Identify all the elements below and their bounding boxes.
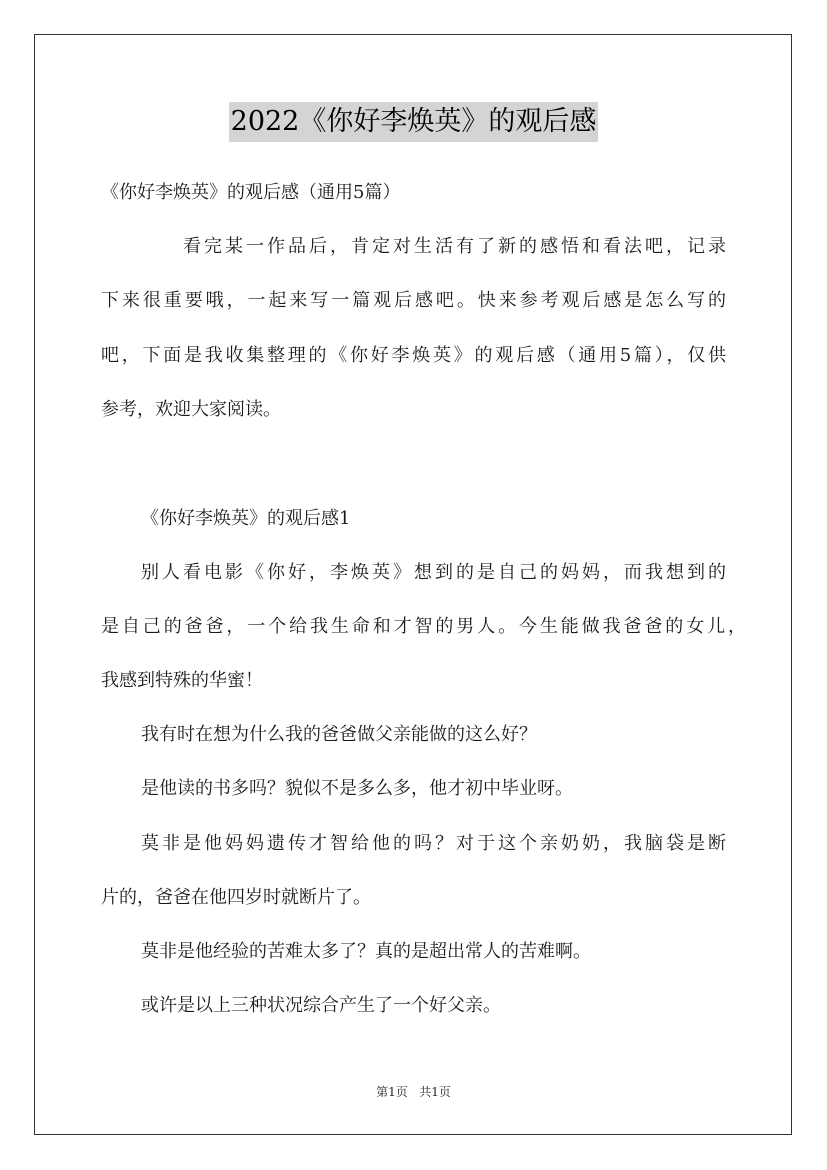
page-number: 第1页 bbox=[376, 1085, 408, 1099]
intro-line-3: 吧，下面是我收集整理的《你好李焕英》的观后感（通用5篇），仅供 bbox=[101, 345, 726, 366]
body-line-1: 别人看电影《你好，李焕英》想到的是自己的妈妈，而我想到的 bbox=[141, 562, 726, 583]
body-line-6: 莫非是他妈妈遗传才智给他的吗？对于这个亲奶奶，我脑袋是断 bbox=[141, 833, 726, 854]
document-subtitle: 《你好李焕英》的观后感（通用5篇） bbox=[101, 182, 401, 203]
body-line-4: 我有时在想为什么我的爸爸做父亲能做的这么好？ bbox=[141, 724, 537, 745]
title-container bbox=[0, 102, 827, 142]
intro-line-1: 看完某一作品后，肯定对生活有了新的感悟和看法吧，记录 bbox=[183, 236, 726, 257]
page-footer bbox=[0, 1084, 827, 1100]
document-title: 2022《你好李焕英》的观后感 bbox=[229, 102, 599, 142]
body-line-5: 是他读的书多吗？貌似不是多么多，他才初中毕业呀。 bbox=[141, 778, 573, 799]
body-line-2: 是自己的爸爸，一个给我生命和才智的男人。今生能做我爸爸的女儿， bbox=[101, 616, 746, 637]
body-line-9: 或许是以上三种状况综合产生了一个好父亲。 bbox=[141, 995, 501, 1016]
body-line-8: 莫非是他经验的苦难太多了？真的是超出常人的苦难啊。 bbox=[141, 941, 591, 962]
intro-line-4: 参考，欢迎大家阅读。 bbox=[101, 399, 281, 420]
intro-line-2: 下来很重要哦，一起来写一篇观后感吧。快来参考观后感是怎么写的 bbox=[101, 290, 726, 311]
body-line-3: 我感到特殊的华蜜！ bbox=[101, 670, 263, 691]
page-total: 共1页 bbox=[419, 1085, 451, 1099]
section-heading: 《你好李焕英》的观后感1 bbox=[141, 508, 351, 529]
body-line-7: 片的，爸爸在他四岁时就断片了。 bbox=[101, 887, 371, 908]
